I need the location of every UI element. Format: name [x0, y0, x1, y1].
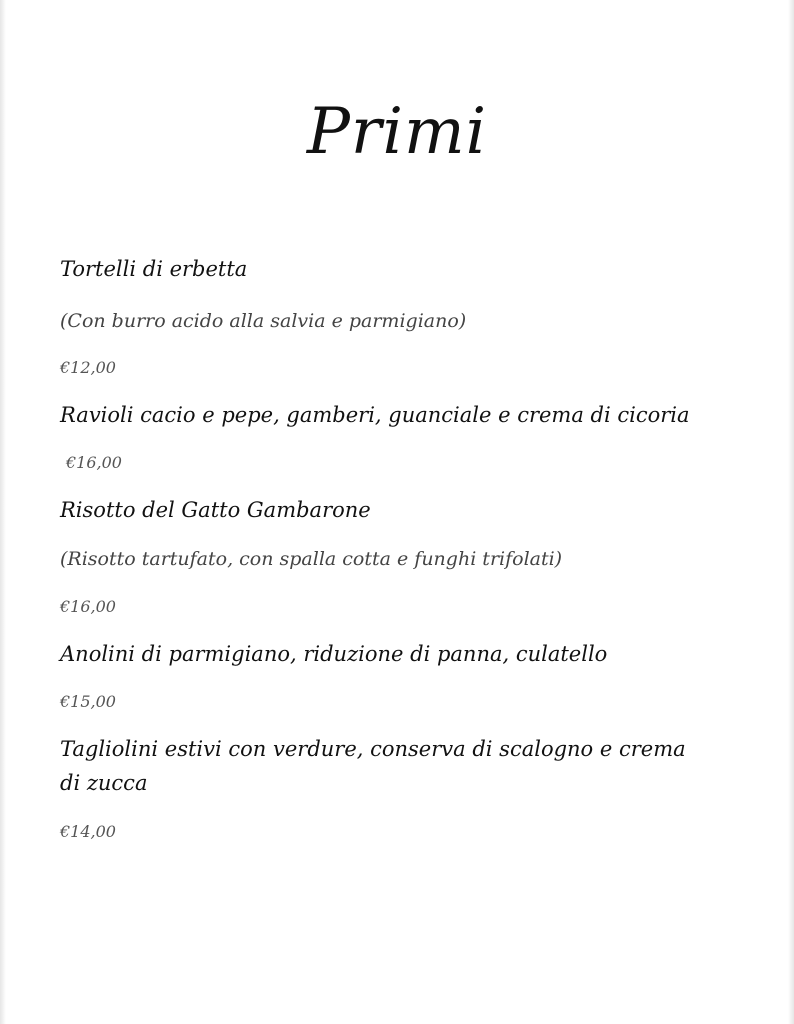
- dish-description: (Risotto tartufato, con spalla cotta e funghi trifolati): [60, 548, 563, 570]
- dish-price: €16,00: [66, 453, 122, 472]
- dish-name: Tortelli di erbetta: [60, 257, 248, 281]
- dish-price: €16,00: [60, 597, 116, 616]
- dish-name: Ravioli cacio e pepe, gamberi, guanciale e crema di cicoria: [60, 403, 690, 427]
- dish-description: (Con burro acido alla salvia e parmigiano): [60, 310, 467, 332]
- dish-price: €14,00: [60, 822, 116, 841]
- page-title: Primi: [306, 95, 488, 169]
- dish-name: Tagliolini estivi con verdure, conserva di scalogno e crema di zucca: [60, 737, 686, 795]
- dish-name: Risotto del Gatto Gambarone: [60, 498, 371, 522]
- dish-price: €15,00: [60, 692, 116, 711]
- dish-price: €12,00: [60, 358, 116, 377]
- dish-name: Anolini di parmigiano, riduzione di panna, culatello: [60, 642, 608, 666]
